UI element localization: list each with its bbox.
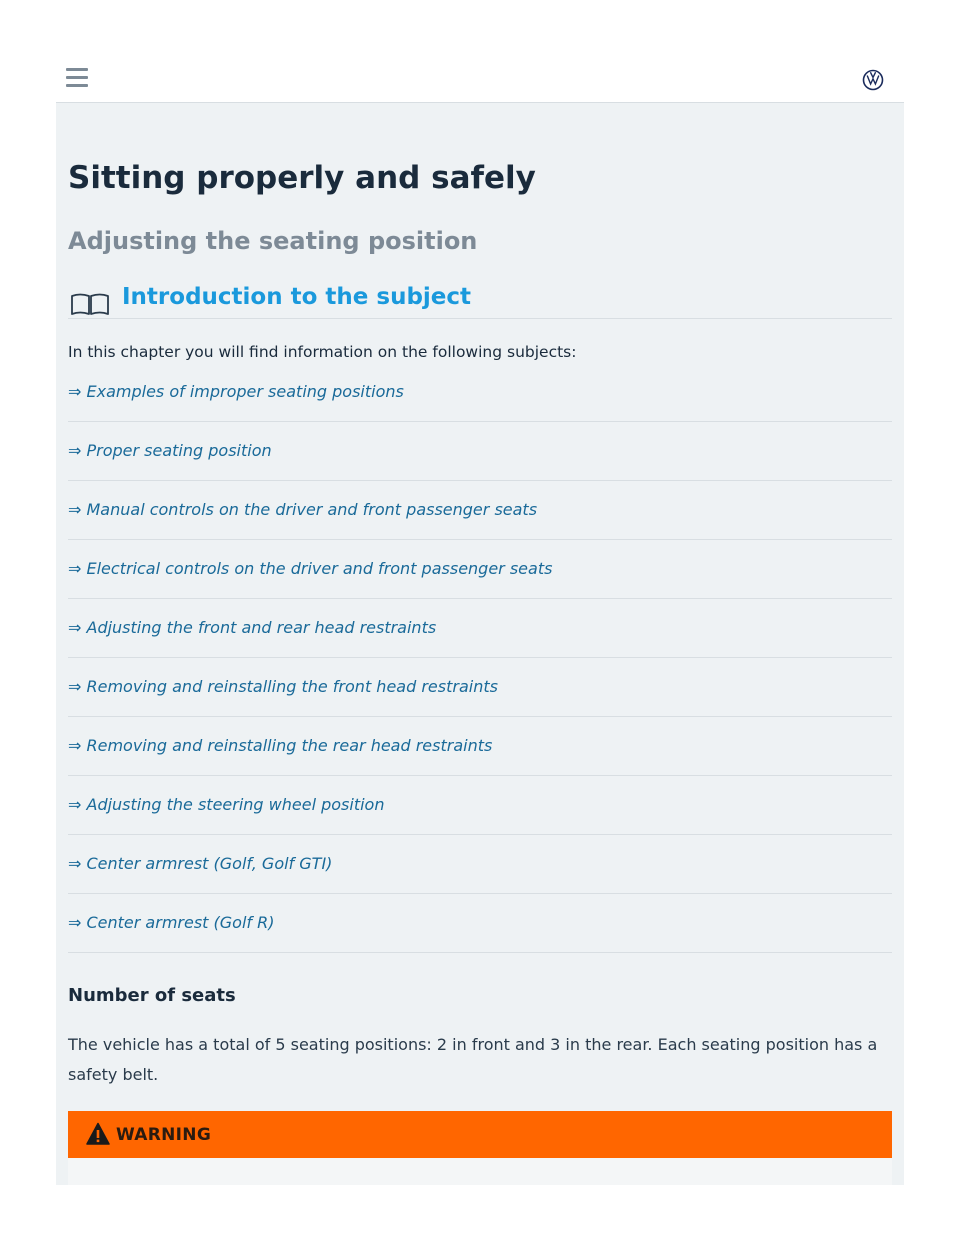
topic-link-manual-controls[interactable]: ⇒ Manual controls on the driver and front passenger seats xyxy=(68,481,892,540)
section-subtitle: Adjusting the seating position xyxy=(68,227,478,255)
seats-paragraph: The vehicle has a total of 5 seating positions: 2 in front and 3 in the rear. Each seating position has a safety belt. xyxy=(68,1035,878,1084)
hamburger-menu-icon[interactable] xyxy=(66,68,88,88)
intro-header xyxy=(68,284,892,319)
warning-triangle-icon xyxy=(86,1122,110,1146)
topic-link-list xyxy=(68,363,892,953)
top-bar-divider xyxy=(56,102,904,103)
vw-logo-icon[interactable] xyxy=(862,69,884,91)
warning-banner xyxy=(68,1111,892,1158)
warning-body xyxy=(68,1158,892,1185)
topic-link-armrest-golf[interactable]: ⇒ Center armrest (Golf, Golf GTI) xyxy=(68,835,892,894)
topic-link-front-head-restraints[interactable]: ⇒ Removing and reinstalling the front head restraints xyxy=(68,658,892,717)
topic-link-armrest-golf-r[interactable]: ⇒ Center armrest (Golf R) xyxy=(68,894,892,953)
topic-link-electrical-controls[interactable]: ⇒ Electrical controls on the driver and front passenger seats xyxy=(68,540,892,599)
topic-link-adjust-head-restraints[interactable]: ⇒ Adjusting the front and rear head restraints xyxy=(68,599,892,658)
topic-link-rear-head-restraints[interactable]: ⇒ Removing and reinstalling the rear head restraints xyxy=(68,717,892,776)
topic-link-improper-positions[interactable]: ⇒ Examples of improper seating positions xyxy=(68,363,892,422)
seats-heading: Number of seats xyxy=(68,985,236,1006)
topic-link-steering-wheel[interactable]: ⇒ Adjusting the steering wheel position xyxy=(68,776,892,835)
chapter-intro-text: In this chapter you will find information on the following subjects: xyxy=(68,343,577,361)
topic-link-proper-position[interactable]: ⇒ Proper seating position xyxy=(68,422,892,481)
book-icon xyxy=(70,292,110,316)
warning-label: WARNING xyxy=(116,1125,212,1145)
intro-title: Introduction to the subject xyxy=(122,284,472,310)
top-bar xyxy=(0,0,960,103)
page-title: Sitting properly and safely xyxy=(68,160,536,196)
